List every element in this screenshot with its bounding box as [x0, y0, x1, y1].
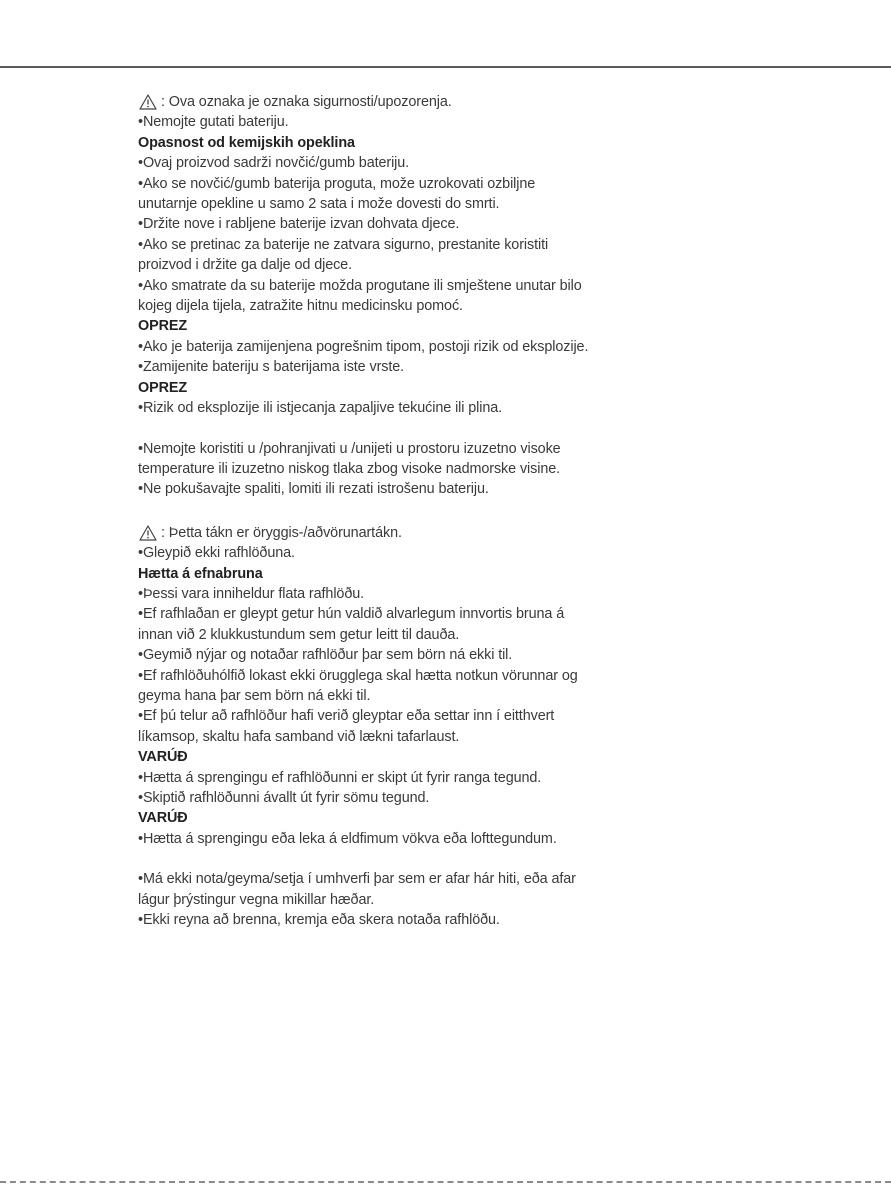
text-line: •Þessi vara inniheldur flata rafhlöðu. — [138, 585, 365, 602]
text-line: kojeg dijela tijela, zatražite hitnu medicinsku pomoć. — [138, 298, 463, 315]
text-line: •Má ekki nota/geyma/setja í umhverfi þar sem er afar hár hiti, eða afar — [138, 871, 576, 888]
warning-symbol-line — [138, 92, 753, 112]
text-line: •Držite nove i rabljene baterije izvan dohvata djece. — [138, 216, 460, 233]
footer-divider — [0, 1181, 891, 1183]
warning-triangle-icon — [139, 94, 157, 110]
text-line: •Ako se pretinac za baterije ne zatvara sigurno, prestanite koristiti — [138, 236, 549, 253]
blank-spacer — [138, 849, 753, 869]
text-line: •Ekki reyna að brenna, kremja eða skera notaða rafhlöðu. — [138, 912, 500, 929]
section-heading: Opasnost od kemijskih opeklina — [138, 134, 355, 151]
text-line: •Hætta á sprengingu ef rafhlöðunni er skipt út fyrir ranga tegund. — [138, 769, 542, 786]
text-line: innan við 2 klukkustundum sem getur leitt til dauða. — [138, 626, 460, 643]
text-line: lágur þrýstingur vegna mikillar hæðar. — [138, 891, 375, 908]
text-line: temperature ili izuzetno niskog tlaka zbog visoke nadmorske visine. — [138, 460, 561, 477]
text-line: •Skiptið rafhlöðunni ávallt út fyrir sömu tegund. — [138, 790, 430, 806]
text-line: •Rizik od eksplozije ili istjecanja zapaljive tekućine ili plina. — [138, 400, 503, 417]
text-line: •Nemojte koristiti u /pohranjivati u /unijeti u prostoru izuzetno visoke — [138, 440, 561, 457]
text-line: •Zamijenite bateriju s baterijama iste vrste. — [138, 359, 405, 376]
warning-triangle-icon — [139, 525, 157, 541]
text-line: líkamsop, skaltu hafa samband við lækni tafarlaust. — [138, 728, 460, 745]
section-icelandic — [138, 523, 753, 931]
text-line: •Nemojte gutati bateriju. — [138, 114, 289, 131]
section-heading: OPREZ — [138, 379, 188, 396]
warning-symbol-text: : Ova oznaka je oznaka sigurnosti/upozorenja. — [161, 94, 452, 110]
blank-spacer — [138, 419, 753, 439]
section-lines — [138, 112, 753, 499]
text-line: •Ako je baterija zamijenjena pogrešnim tipom, postoji rizik od eksplozije. — [138, 338, 589, 355]
warning-symbol-line — [138, 523, 753, 543]
text-line: •Geymið nýjar og notaðar rafhlöður þar sem börn ná ekki til. — [138, 647, 513, 664]
text-line: geyma hana þar sem börn ná ekki til. — [138, 687, 371, 704]
section-lines — [138, 543, 753, 930]
text-line: •Ako se novčić/gumb baterija proguta, može uzrokovati ozbiljne — [138, 175, 536, 192]
header-divider — [0, 66, 891, 68]
text-line: •Ef rafhlaðan er gleypt getur hún valdið alvarlegum innvortis bruna á — [138, 606, 565, 623]
text-line: •Ef rafhlöðuhólfið lokast ekki örugglega skal hætta notkun vörunnar og — [138, 667, 578, 684]
section-heading: Hætta á efnabruna — [138, 565, 263, 582]
warning-symbol-text: : Þetta tákn er öryggis-/aðvörunartákn. — [161, 524, 402, 541]
text-line: •Gleypið ekki rafhlöðuna. — [138, 545, 295, 562]
section-croatian — [138, 92, 753, 500]
safety-content — [138, 92, 753, 930]
text-line: unutarnje opekline u samo 2 sata i može dovesti do smrti. — [138, 196, 500, 213]
text-line: •Ovaj proizvod sadrži novčić/gumb bateriju. — [138, 155, 410, 172]
section-heading: VARÚÐ — [138, 810, 188, 827]
section-heading: OPREZ — [138, 318, 188, 335]
text-line: •Ako smatrate da su baterije možda progutane ili smještene unutar bilo — [138, 277, 582, 294]
text-line: proizvod i držite ga dalje od djece. — [138, 257, 352, 274]
text-line: •Ne pokušavajte spaliti, lomiti ili rezati istrošenu bateriju. — [138, 481, 489, 498]
section-heading: VARÚÐ — [138, 749, 188, 766]
text-line: •Hætta á sprengingu eða leka á eldfimum vökva eða lofttegundum. — [138, 830, 557, 847]
text-line: •Ef þú telur að rafhlöður hafi verið gleyptar eða settar inn í eitthvert — [138, 708, 555, 725]
